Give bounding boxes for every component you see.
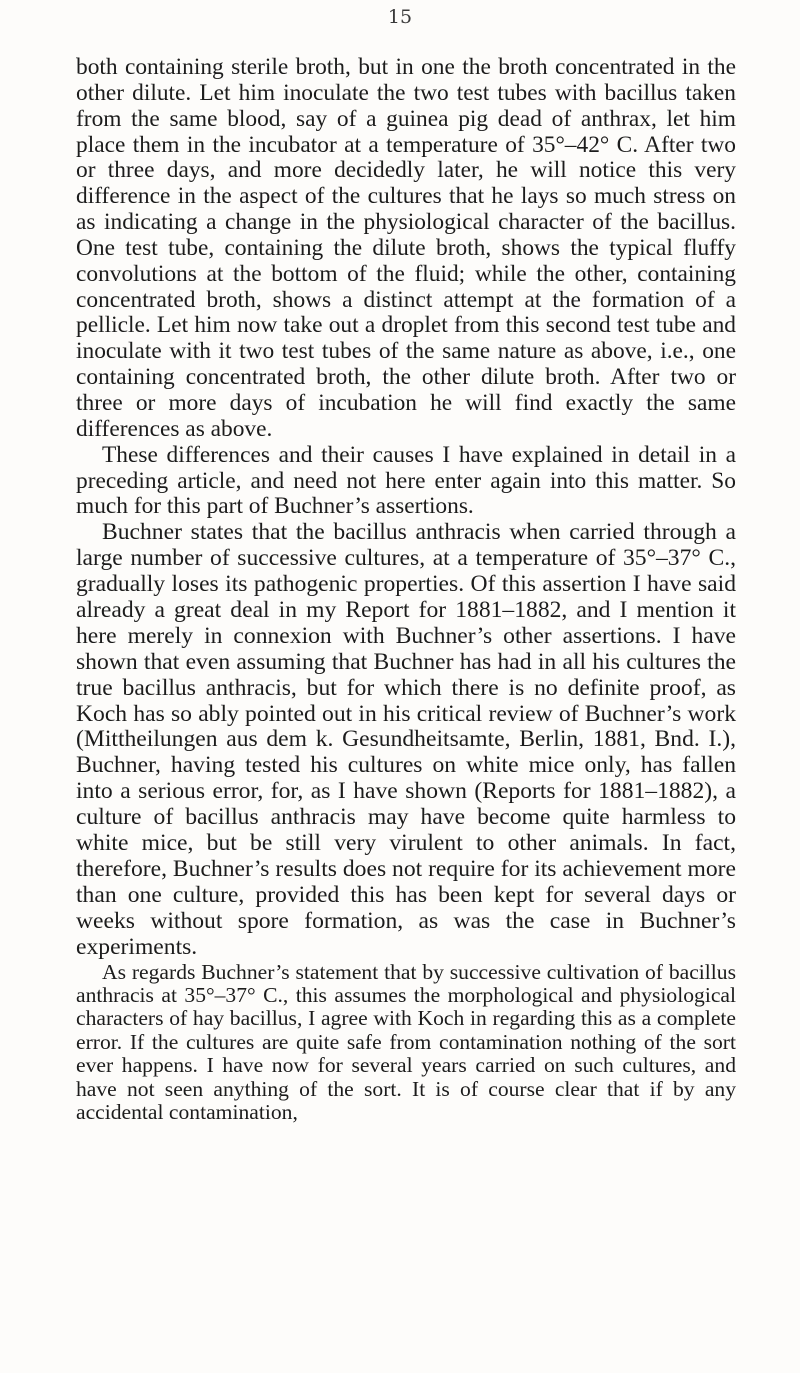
- paragraph-2: These differences and their causes I have explained in detail in a preceding article, and need not here enter again into this matter. So much for this part of Buchner’s assertions.: [76, 441, 736, 520]
- page-number: 15: [387, 6, 413, 28]
- paragraph-3: Buchner states that the bacillus anthracis when carried through a large number of successive cultures, at a temperature of 35°–37° C., gradually loses its pathogenic properties. Of this assertion I have said already a great deal in my Report for 1881–1882, and I mention it here merely in connexion with Buchner’s other assertions. I have shown that even assuming that Buchner has had in all his cultures the true bacillus anthracis, but for which there is no definite proof, as Koch has so ably pointed out in his critical review of Buchner’s work (Mittheilungen aus dem k. Gesundheitsamte, Berlin, 1881, Bnd. I.), Buchner, having tested his cultures on white mice only, has fallen into a serious error, for, as I have shown (Reports for 1881–1882), a culture of bacillus anthracis may have become quite harmless to white mice, but be still very virulent to other animals. In fact, therefore, Buchner’s results does not require for its achievement more than one culture, provided this has been kept for several days or weeks without spore formation, as was the case in Buchner’s experiments.: [76, 519, 736, 960]
- paragraph-4: As regards Buchner’s statement that by successive cultivation of bacillus anthracis at 35°–37° C., this assumes the morphological and physiological characters of hay bacillus, I agree with Koch in regarding this as a complete error. If the cultures are quite safe from contamination nothing of the sort ever happens. I have now for several years carried on such cultures, and have not seen anything of the sort. It is of course clear that if by any accidental contamination,: [76, 959, 736, 1125]
- paragraph-1: both containing sterile broth, but in one the broth concentrated in the other dilute. Let him inoculate the two test tubes with bacillus taken from the same blood, say of a guinea pig dead of anthrax, let him place them in the incubator at a temperature of 35°–42° C. After two or three days, and more decidedly later, he will notice this very difference in the aspect of the cultures that he lays so much stress on as indicating a change in the physiological character of the bacillus. One test tube, containing the dilute broth, shows the typical fluffy convolutions at the bottom of the fluid; while the other, containing concentrated broth, shows a distinct attempt at the formation of a pellicle. Let him now take out a droplet from this second test tube and inoculate with it two test tubes of the same nature as above, i.e., one containing concentrated broth, the other dilute broth. After two or three or more days of incubation he will find exactly the same differences as above.: [76, 54, 736, 442]
- body-text: [76, 55, 736, 1124]
